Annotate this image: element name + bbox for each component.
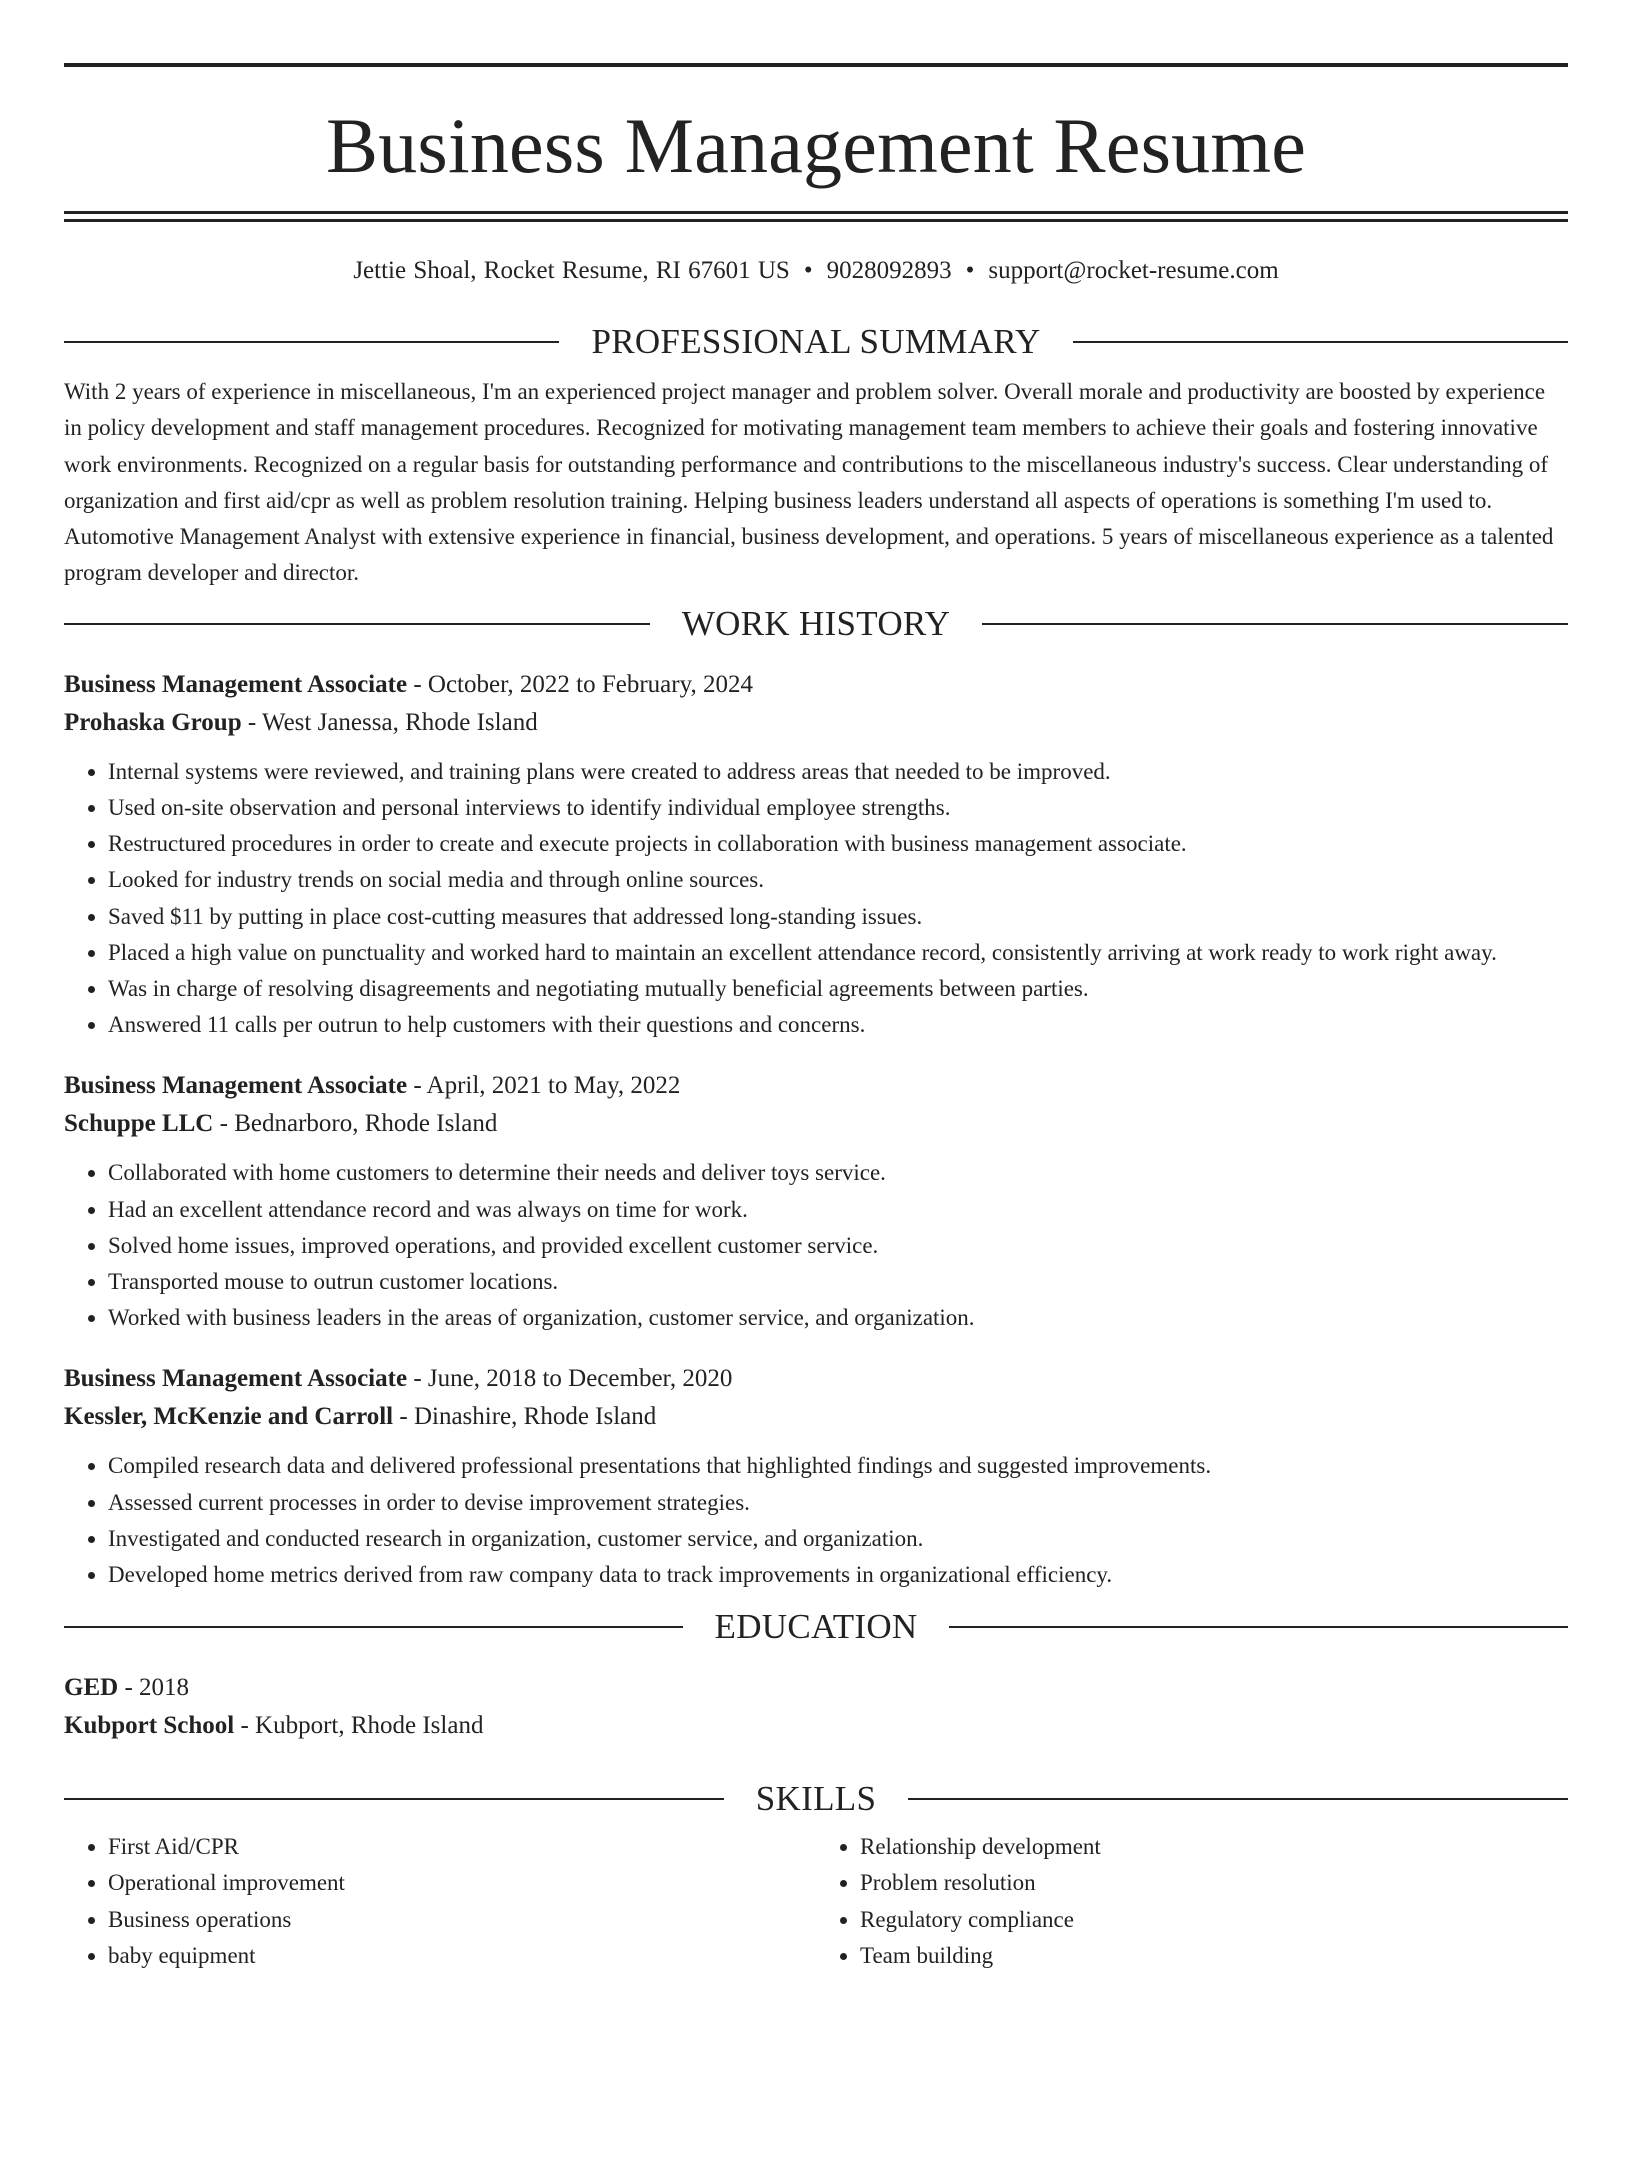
title-double-rule [64, 211, 1568, 222]
summary-text: With 2 years of experience in miscellaneous, I'm an experienced project manager and problem solver. Overall morale and productivity are boosted by experience in policy development and staff management procedures. Recognized for motivating management team members to achieve their goals and fostering innovative work environments. Recognized on a regular basis for outstanding performance and contributions to the miscellaneous industry's success. Clear understanding of organization and first aid/cpr as well as problem resolution training. Helping business leaders understand all aspects of operations is something I'm used to. Automotive Management Analyst with extensive experience in financial, business development, and operations. 5 years of miscellaneous experience as a talented program developer and director. [64, 379, 1554, 586]
list-item: • Restructured procedures in order to create and execute projects in collaboration with business management associate. [108, 826, 1568, 862]
education-entry [64, 1669, 1568, 1745]
heading-rule-right [982, 623, 1568, 625]
education-school: Kubport School [64, 1712, 235, 1740]
list-item: • Compiled research data and delivered professional presentations that highlighted findings and suggested improvements. [108, 1448, 1568, 1484]
education-heading: EDUCATION [714, 1607, 918, 1647]
job-dates: - October, 2022 to February, 2024 [413, 670, 753, 698]
heading-rule-right [908, 1798, 1568, 1800]
job-title: Business Management Associate [64, 670, 408, 698]
education-location: - Kubport, Rhode Island [240, 1712, 484, 1740]
list-item: • Problem resolution [860, 1865, 1568, 1901]
summary-section-heading [64, 322, 1568, 362]
job-company: Prohaska Group [64, 708, 242, 736]
job-entry [64, 1067, 1568, 1336]
job-location: - Bednarboro, Rhode Island [219, 1110, 498, 1138]
list-item: • Team building [860, 1938, 1568, 1974]
list-item: • baby equipment [108, 1938, 816, 1974]
education-school-line [64, 1707, 1568, 1745]
contact-email: support@rocket-resume.com [988, 257, 1279, 284]
list-item: • Relationship development [860, 1829, 1568, 1865]
skills-section-heading [64, 1779, 1568, 1819]
list-item: • Regulatory compliance [860, 1902, 1568, 1938]
skills-list-right [816, 1829, 1568, 1974]
job-company-line [64, 1105, 1568, 1143]
job-company-line [64, 704, 1568, 742]
job-company: Kessler, McKenzie and Carroll [64, 1403, 394, 1431]
job-title-line [64, 1360, 1568, 1398]
list-item: • Collaborated with home customers to determine their needs and deliver toys service. [108, 1155, 1568, 1191]
heading-rule-left [64, 623, 650, 625]
skills-columns [64, 1819, 1568, 1974]
heading-rule-left [64, 1626, 683, 1628]
heading-rule-left [64, 341, 559, 343]
list-item: • Operational improvement [108, 1865, 816, 1901]
list-item: • Saved $11 by putting in place cost-cutting measures that addressed long-standing issues. [108, 899, 1568, 935]
job-title: Business Management Associate [64, 1072, 408, 1100]
education-degree-line [64, 1669, 1568, 1707]
job-title: Business Management Associate [64, 1365, 408, 1393]
job-dates: - June, 2018 to December, 2020 [413, 1365, 733, 1393]
job-entry [64, 666, 1568, 1044]
skills-heading: SKILLS [755, 1779, 877, 1819]
heading-rule-left [64, 1798, 724, 1800]
job-title-line [64, 666, 1568, 704]
job-company: Schuppe LLC [64, 1110, 214, 1138]
heading-rule-right [949, 1626, 1568, 1628]
resume-page [0, 63, 1632, 2175]
list-item: • Business operations [108, 1902, 816, 1938]
job-bullets [64, 1155, 1568, 1336]
job-dates: - April, 2021 to May, 2022 [413, 1072, 681, 1100]
job-entry [64, 1360, 1568, 1593]
list-item: • Developed home metrics derived from raw company data to track improvements in organizational efficiency. [108, 1557, 1568, 1593]
work-section-heading [64, 604, 1568, 644]
list-item: • First Aid/CPR [108, 1829, 816, 1865]
heading-rule-right [1073, 341, 1568, 343]
list-item: • Solved home issues, improved operations, and provided excellent customer service. [108, 1228, 1568, 1264]
contact-line [64, 256, 1568, 286]
summary-heading: PROFESSIONAL SUMMARY [591, 322, 1041, 361]
list-item: • Was in charge of resolving disagreements and negotiating mutually beneficial agreements between parties. [108, 971, 1568, 1007]
education-section-heading [64, 1607, 1568, 1647]
job-location: - Dinashire, Rhode Island [399, 1403, 657, 1431]
job-company-line [64, 1398, 1568, 1436]
list-item: • Had an excellent attendance record and was always on time for work. [108, 1192, 1568, 1228]
education-year: - 2018 [124, 1674, 190, 1702]
job-location: - West Janessa, Rhode Island [247, 708, 538, 736]
list-item: • Internal systems were reviewed, and training plans were created to address areas that needed to be improved. [108, 754, 1568, 790]
contact-address: Jettie Shoal, Rocket Resume, RI 67601 US [353, 257, 790, 284]
skills-list-left [64, 1829, 816, 1974]
list-item: • Investigated and conducted research in organization, customer service, and organization. [108, 1521, 1568, 1557]
list-item: • Looked for industry trends on social media and through online sources. [108, 862, 1568, 898]
resume-title: Business Management Resume [325, 102, 1307, 189]
contact-phone: 9028092893 [826, 257, 952, 284]
list-item: • Worked with business leaders in the areas of organization, customer service, and organization. [108, 1300, 1568, 1336]
list-item: • Placed a high value on punctuality and worked hard to maintain an excellent attendance record, consistently arriving at work ready to work right away. [108, 935, 1568, 971]
job-bullets [64, 754, 1568, 1044]
top-rule [64, 63, 1568, 67]
job-bullets [64, 1448, 1568, 1593]
education-degree: GED [64, 1674, 119, 1702]
list-item: • Transported mouse to outrun customer locations. [108, 1264, 1568, 1300]
list-item: • Answered 11 calls per outrun to help customers with their questions and concerns. [108, 1007, 1568, 1043]
work-heading: WORK HISTORY [681, 603, 951, 643]
list-item: • Assessed current processes in order to devise improvement strategies. [108, 1485, 1568, 1521]
contact-separator: • [965, 257, 975, 284]
contact-separator: • [803, 257, 813, 284]
list-item: • Used on-site observation and personal interviews to identify individual employee strengths. [108, 790, 1568, 826]
job-title-line [64, 1067, 1568, 1105]
